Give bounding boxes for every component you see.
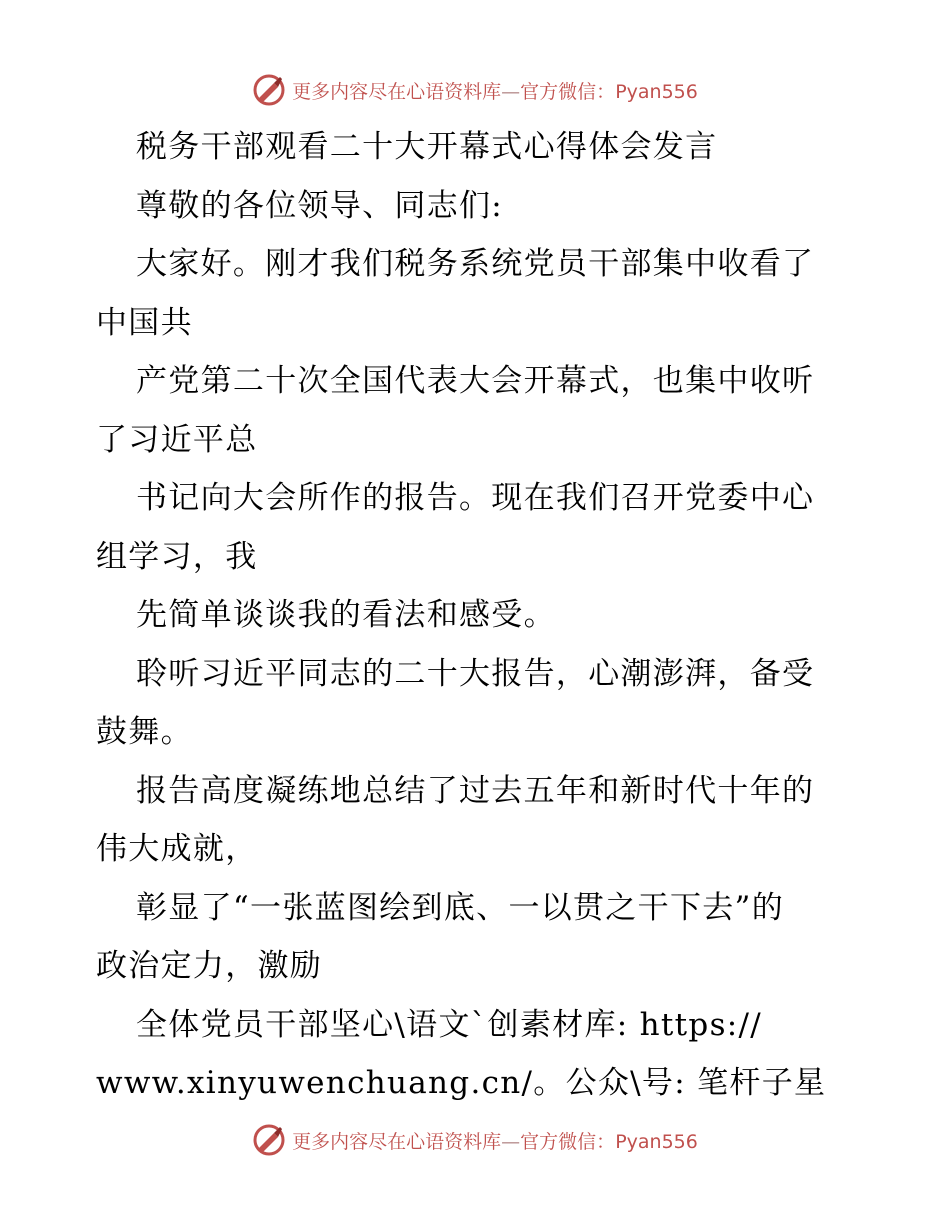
footer-banner-slogan: 更多内容尽在心语资料库 [292, 1130, 502, 1153]
pen-logo-icon [252, 1123, 286, 1157]
paragraph-line: 鼓舞。 [96, 714, 193, 750]
paragraph-line: 书记向大会所作的报告。现在我们召开党委中心 [136, 480, 815, 516]
paragraph-line: 全体党员干部坚心\语文`创素材库: https:// [136, 1006, 763, 1043]
paragraph-line: www.xinyuwenchuang.cn/。公众\号: 笔杆子星 [96, 1065, 827, 1101]
header-banner [0, 70, 950, 110]
footer-banner-wechat-label: 官方微信： [520, 1130, 616, 1153]
footer-banner-wechat-id: Pyan556 [615, 1130, 698, 1153]
paragraph-line: 大家好。刚才我们税务系统党员干部集中收看了 [136, 246, 815, 282]
header-banner-slogan: 更多内容尽在心语资料库 [292, 80, 502, 103]
salutation: 尊敬的各位领导、同志们: [136, 187, 504, 224]
pen-logo-icon [252, 73, 286, 107]
paragraph-line: 彰显了“一张蓝图绘到底、一以贯之干下去”的 [136, 889, 784, 926]
footer-banner-separator: — [501, 1130, 521, 1153]
paragraph-line: 聆听习近平同志的二十大报告，心潮澎湃，备受 [136, 655, 815, 692]
document-body [96, 118, 856, 1113]
paragraph-line: 产党第二十次全国代表大会开幕式，也集中收听 [136, 363, 815, 399]
paragraph-line: 了习近平总 [96, 421, 258, 458]
footer-banner-text [292, 1127, 698, 1154]
document-title: 税务干部观看二十大开幕式心得体会发言 [136, 129, 718, 165]
header-banner-separator: — [501, 80, 521, 103]
header-banner-text [292, 77, 698, 104]
header-banner-wechat-label: 官方微信： [520, 80, 616, 103]
paragraph-line: 政治定力，激励 [96, 948, 323, 984]
paragraph-line: 先简单谈谈我的看法和感受。 [136, 597, 556, 633]
footer-banner [0, 1120, 950, 1160]
paragraph-line: 中国共 [96, 304, 193, 341]
paragraph-line: 报告高度凝练地总结了过去五年和新时代十年的 [136, 772, 815, 809]
paragraph-line: 组学习，我 [96, 538, 258, 575]
header-banner-wechat-id: Pyan556 [615, 80, 698, 103]
paragraph-line: 伟大成就， [96, 831, 258, 867]
